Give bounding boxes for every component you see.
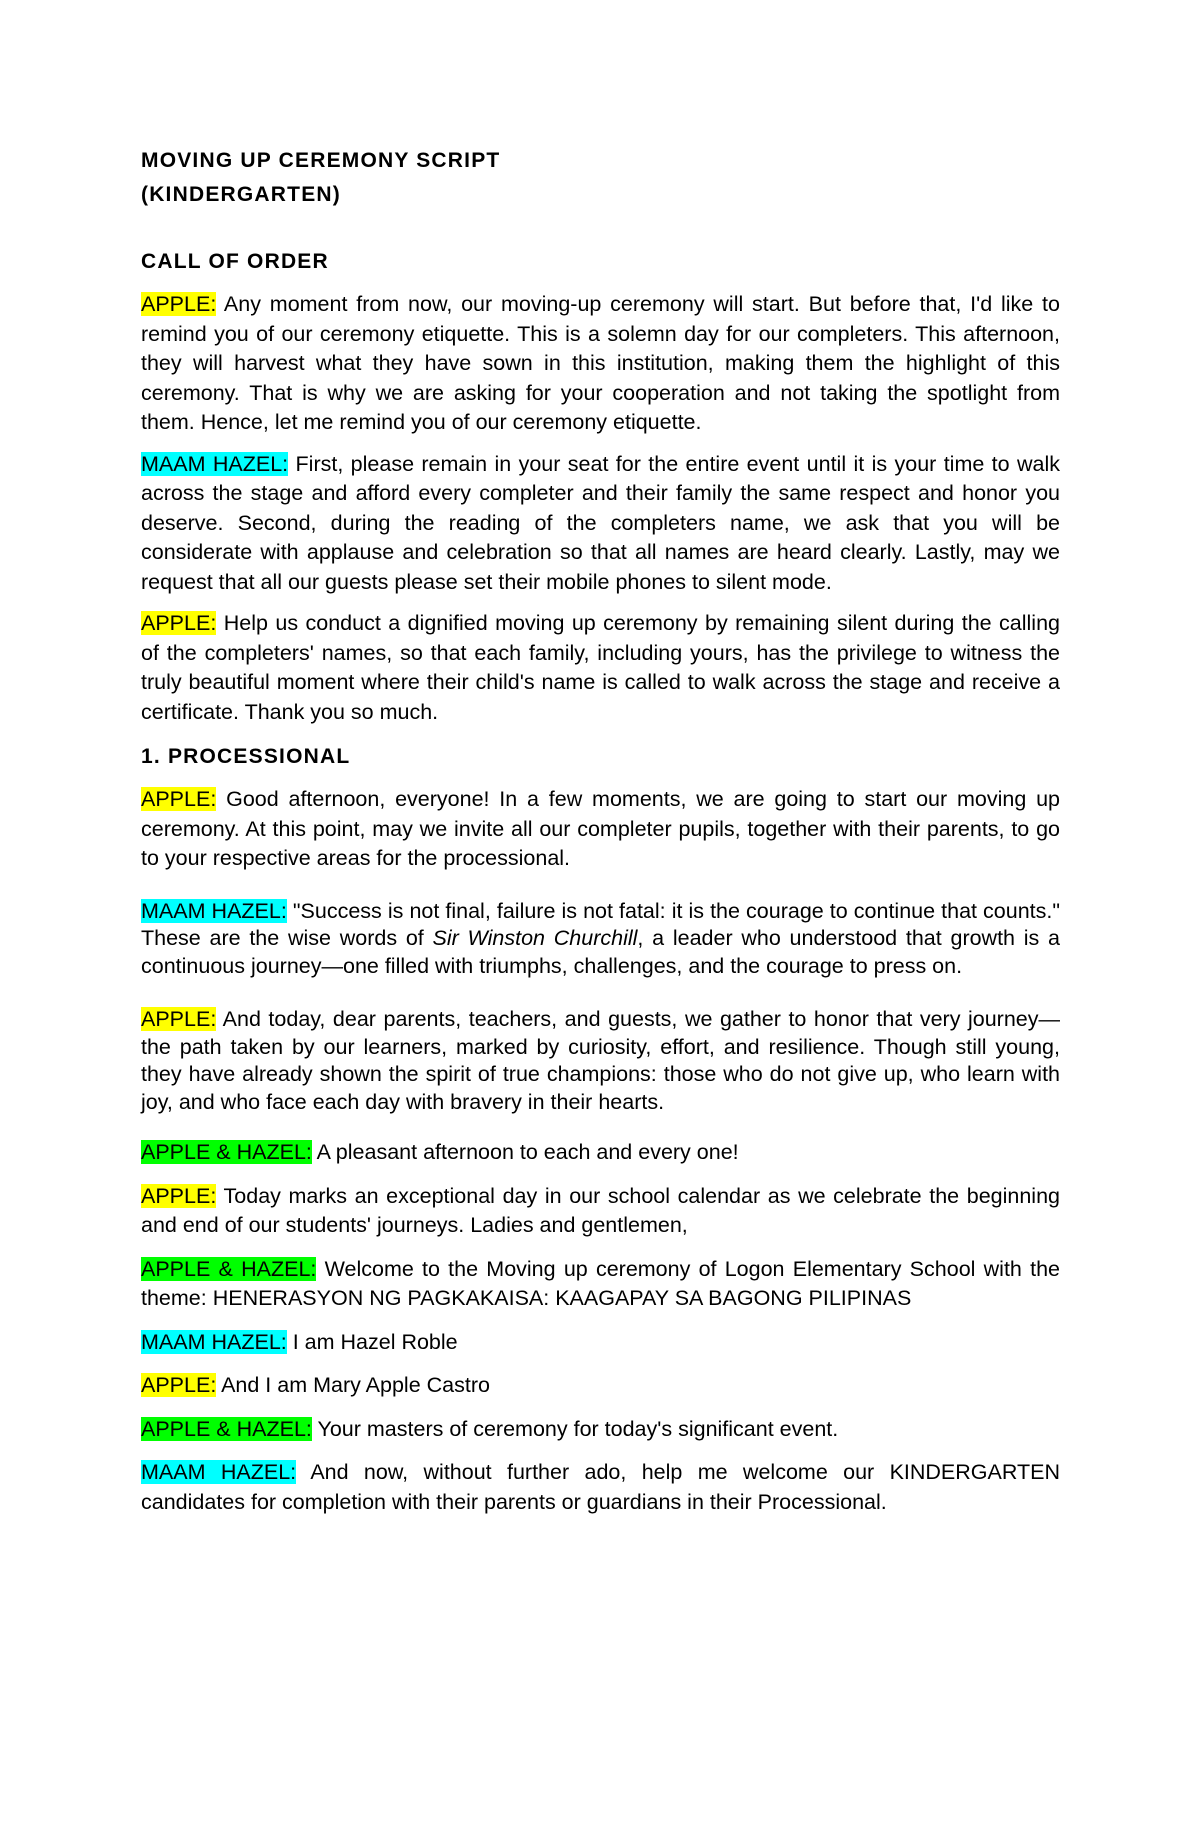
paragraph-text: And today, dear parents, teachers, and guests, we gather to honor that very journey—the path taken by our learners, marked by curiosity, effort, and resilience. Though still young, they have already shown the spirit of true champions: those who do not give up, who learn with joy, and who face each day with bravery in their hearts.	[141, 1007, 1060, 1114]
paragraph-hazel-4	[141, 1458, 1060, 1517]
paragraph-text: First, please remain in your seat for the entire event until it is your time to walk across the stage and afford every completer and their family the same respect and honor you deserve. Second, during the reading of the completers name, we ask that you will be considerate with applause and celebration so that all names are heard clearly. Lastly, may we request that all our guests please set their mobile phones to silent mode.	[141, 451, 1060, 594]
paragraph-apple-6	[141, 1371, 1060, 1401]
paragraph-both-1	[141, 1138, 1060, 1168]
speaker-label-both: APPLE & HAZEL:	[141, 1256, 317, 1281]
paragraph-text: A pleasant afternoon to each and every one!	[311, 1140, 739, 1164]
speaker-label-apple: APPLE:	[141, 1373, 217, 1397]
paragraph-text: Help us conduct a dignified moving up ceremony by remaining silent during the calling of the completers' names, so that each family, including yours, has the privilege to witness the truly beautiful moment where their child's name is called to walk across the stage and receive a certificate. Thank you so much.	[141, 611, 1060, 724]
paragraph-both-2	[141, 1255, 1060, 1314]
paragraph-apple-4	[141, 1006, 1060, 1116]
paragraph-text: And now, without further ado, help me welcome our KINDERGARTEN candidates for completion with their parents or guardians in their Processional.	[141, 1460, 1061, 1514]
paragraph-both-3	[141, 1415, 1060, 1445]
paragraph-text: And I am Mary Apple Castro	[216, 1373, 490, 1397]
paragraph-apple-5	[141, 1182, 1060, 1241]
paragraph-italic-name: Sir Winston Churchill	[432, 926, 638, 950]
document-title-line1: MOVING UP CEREMONY SCRIPT	[141, 149, 501, 172]
paragraph-hazel-1	[141, 450, 1060, 598]
speaker-label-apple: APPLE:	[141, 611, 217, 635]
paragraph-text: , a leader who understood that growth is a continuous journey—one filled with triumphs, challenges, and the courage to press on.	[141, 926, 1060, 978]
speaker-label-both: APPLE & HAZEL:	[141, 1416, 312, 1441]
speaker-label-hazel: MAAM HAZEL:	[141, 898, 287, 923]
paragraph-text: Good afternoon, everyone! In a few moments, we are going to start our moving up ceremony. At this point, may we invite all our completer pupils, together with their parents, to go to your respective areas for the processional.	[141, 787, 1060, 870]
paragraph-hazel-2	[141, 898, 1060, 981]
speaker-label-both: APPLE & HAZEL:	[141, 1140, 312, 1164]
paragraph-text: I am Hazel Roble	[286, 1329, 458, 1354]
speaker-label-hazel: MAAM HAZEL:	[141, 1329, 287, 1354]
paragraph-text: Your masters of ceremony for today's significant event.	[311, 1416, 839, 1441]
paragraph-text: Welcome to the Moving up ceremony of Logon Elementary School with the theme: HENERASYON NG PAGKAKAISA: KAAGAPAY SA BAGONG PILIPINAS	[141, 1256, 1060, 1310]
speaker-label-apple: APPLE:	[141, 1183, 217, 1208]
speaker-label-apple: APPLE:	[141, 1007, 217, 1031]
paragraph-apple-1	[141, 290, 1060, 438]
speaker-label-hazel: MAAM HAZEL:	[141, 451, 289, 476]
paragraph-hazel-3	[141, 1328, 1060, 1358]
speaker-label-apple: APPLE:	[141, 292, 217, 316]
paragraph-text: "Success is not final, failure is not fatal: it is the courage to continue that counts." These are the wise words of	[141, 898, 1061, 950]
speaker-label-hazel: MAAM HAZEL:	[141, 1460, 297, 1484]
speaker-label-apple: APPLE:	[141, 787, 217, 811]
document-content	[141, 144, 1060, 1517]
paragraph-text: Any moment from now, our moving-up ceremony will start. But before that, I'd like to remind you of our ceremony etiquette. This is a solemn day for our completers. This afternoon, they will harvest what they have sown in this institution, making them the highlight of this ceremony. That is why we are asking for your cooperation and not taking the spotlight from them. Hence, let me remind you of our ceremony etiquette.	[141, 292, 1060, 434]
section-heading-processional: 1. PROCESSIONAL	[141, 745, 351, 768]
paragraph-apple-3	[141, 785, 1060, 874]
paragraph-apple-2	[141, 609, 1060, 727]
section-heading-call-of-order: CALL OF ORDER	[141, 250, 329, 273]
document-title-line2: (KINDERGARTEN)	[141, 183, 341, 206]
paragraph-text: Today marks an exceptional day in our school calendar as we celebrate the beginning and end of our students' journeys. Ladies and gentlemen,	[141, 1183, 1060, 1237]
